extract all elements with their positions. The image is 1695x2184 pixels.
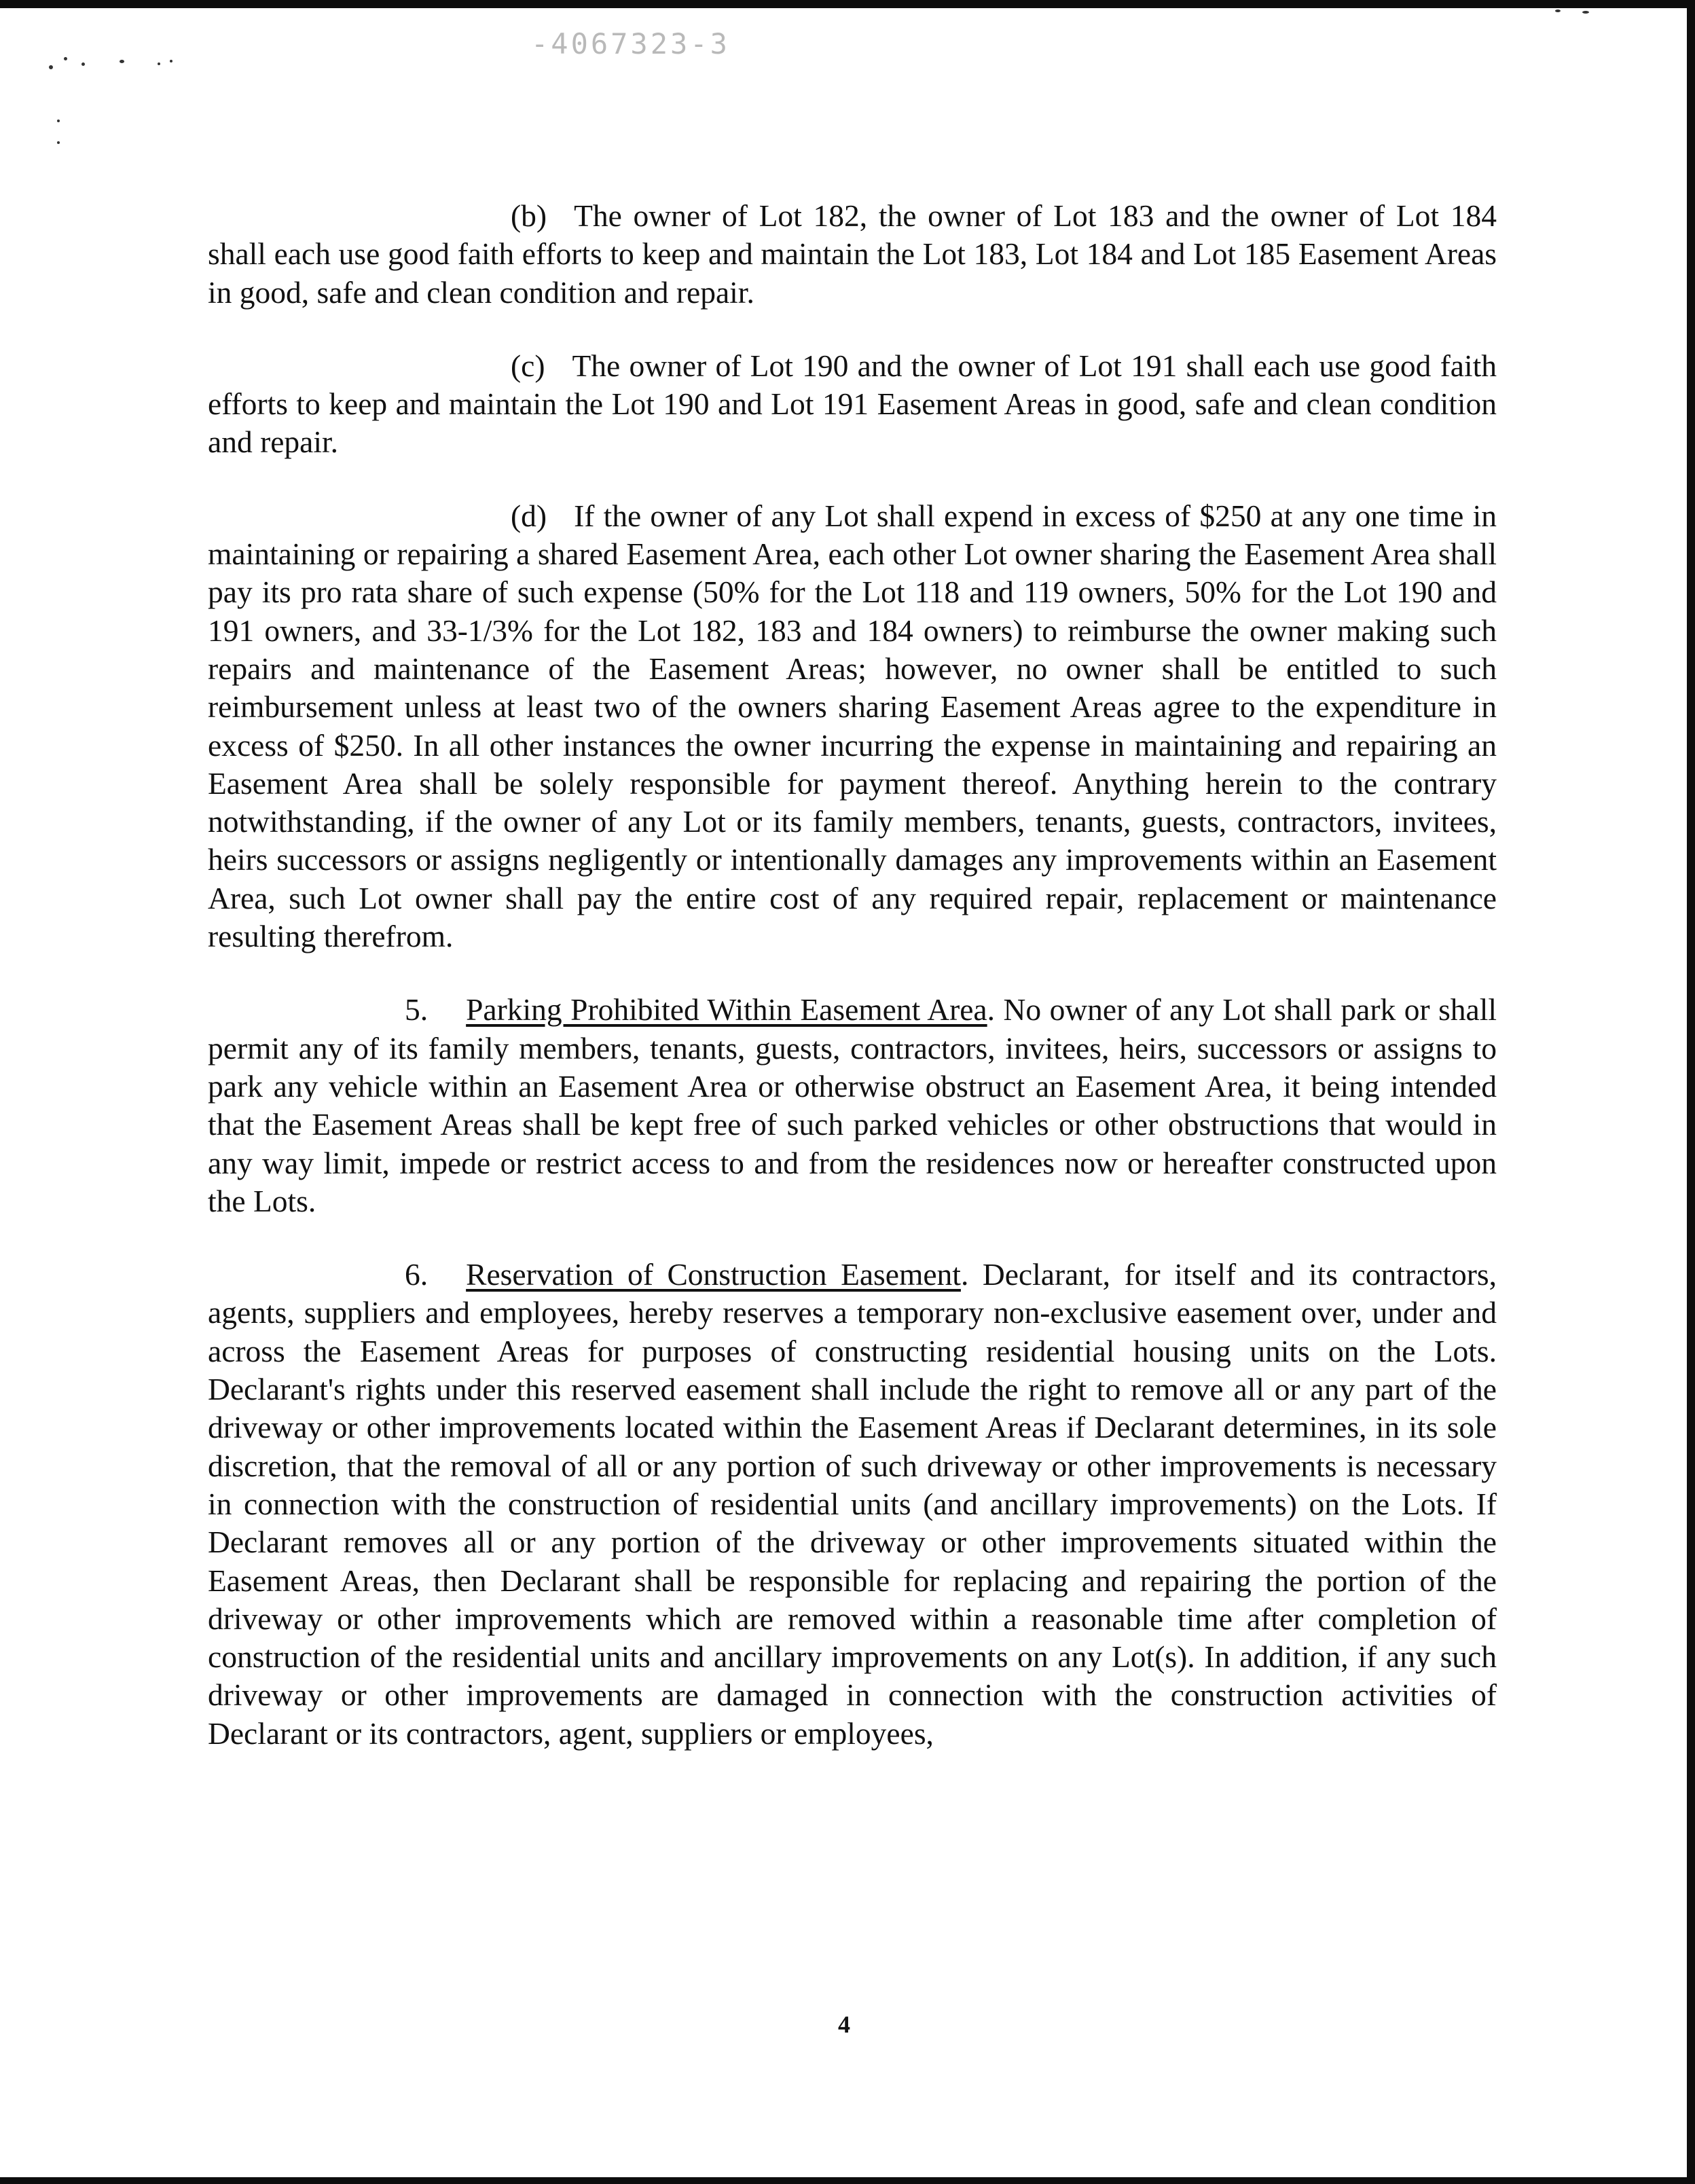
subparagraph-marker: (d) — [511, 498, 547, 533]
section-text: Declarant, for itself and its contractors, agents, suppliers and employees, hereby reserves a temporary non-exclusive easement over, under and across the Easement Areas for purposes of constructing residential housing units on the Lots. Declarant's rights under this reserved easement shall include the right to remove all or any part of the driveway or other improvements located within the Easement Areas if Declarant determines, in its sole discretion, that the removal of all or any portion of such driveway or other improvements is necessary in connection with the construction of residential units (and ancillary improvements) on the Lots. If Declarant removes all or any portion of the driveway or other improvements situated within the Easement Areas, then Declarant shall be responsible for replacing and repairing the portion of the driveway or other improvements which are removed within a reasonable time after completion of construction of the residential units and ancillary improvements on any Lot(s). In addition, if any such driveway or other improvements are damaged in connection with the construction activities of Declarant or its contractors, agent, suppliers or employees, — [208, 1257, 1497, 1751]
section-6 — [208, 1256, 1497, 1753]
scan-speck — [57, 120, 60, 122]
subparagraph-text: The owner of Lot 182, the owner of Lot 183 and the owner of Lot 184 shall each use good faith efforts to keep and maintain the Lot 183, Lot 184 and Lot 185 Easement Areas in good, safe and clean condition and repair. — [208, 198, 1497, 310]
scan-speck — [49, 65, 53, 69]
scan-speck — [64, 57, 67, 60]
document-body — [208, 197, 1497, 1788]
subparagraph-b — [208, 197, 1497, 312]
scan-speck — [170, 60, 172, 62]
scan-speck — [158, 62, 160, 65]
section-heading: Parking Prohibited Within Easement Area — [466, 992, 987, 1027]
scan-speck — [120, 60, 124, 63]
section-heading-end: . — [987, 992, 996, 1027]
subparagraph-text: The owner of Lot 190 and the owner of Lot 191 shall each use good faith efforts to keep and maintain the Lot 190 and Lot 191 Easement Areas in good, safe and clean condition and repair. — [208, 348, 1497, 460]
subparagraph-c — [208, 347, 1497, 462]
subparagraph-marker: (c) — [511, 348, 545, 383]
section-heading: Reservation of Construction Easement — [466, 1257, 961, 1292]
scan-border-right — [1687, 0, 1695, 2184]
subparagraph-text: If the owner of any Lot shall expend in excess of $250 at any one time in maintaining or repairing a shared Easement Area, each other Lot owner sharing the Easement Area shall pay its pro rata share of such expense (50% for the Lot 118 and 119 owners, 50% for the Lot 190 and 191 owners, and 33-1/3% for the Lot 182, 183 and 184 owners) to reimburse the owner making such repairs and maintenance of the Easement Areas; however, no owner shall be entitled to such reimbursement unless at least two of the owners sharing Easement Areas agree to the expenditure in excess of $250. In all other instances the owner incurring the expense in maintaining and repairing an Easement Area shall be solely responsible for payment thereof. Anything herein to the contrary notwithstanding, if the owner of any Lot or its family members, tenants, guests, contractors, invitees, heirs successors or assigns negligently or intentionally damages any improvements within an Easement Area, such Lot owner shall pay the entire cost of any required repair, replacement or maintenance resulting therefrom. — [208, 498, 1497, 954]
section-heading-end: . — [960, 1257, 969, 1292]
subparagraph-marker: (b) — [511, 198, 547, 233]
scan-speck — [1582, 11, 1589, 14]
document-stamp: -4067323-3 — [531, 27, 730, 60]
scan-border-bottom — [0, 2177, 1695, 2184]
section-5 — [208, 991, 1497, 1220]
scan-speck — [57, 141, 60, 144]
subparagraph-d — [208, 497, 1497, 956]
section-number: 5. — [405, 992, 429, 1027]
scan-border-top — [0, 0, 1695, 8]
page-number: 4 — [838, 2011, 850, 2038]
section-text: No owner of any Lot shall park or shall permit any of its family members, tenants, guests, contractors, invitees, heirs, successors or assigns to park any vehicle within an Easement Area or otherwise obstruct an Easement Area, it being intended that the Easement Areas shall be kept free of such parked vehicles or other obstructions that would in any way limit, impede or restrict access to and from the residences now or hereafter constructed upon the Lots. — [208, 992, 1497, 1218]
section-number: 6. — [405, 1257, 429, 1292]
scan-speck — [1555, 10, 1561, 12]
scan-speck — [81, 62, 85, 66]
